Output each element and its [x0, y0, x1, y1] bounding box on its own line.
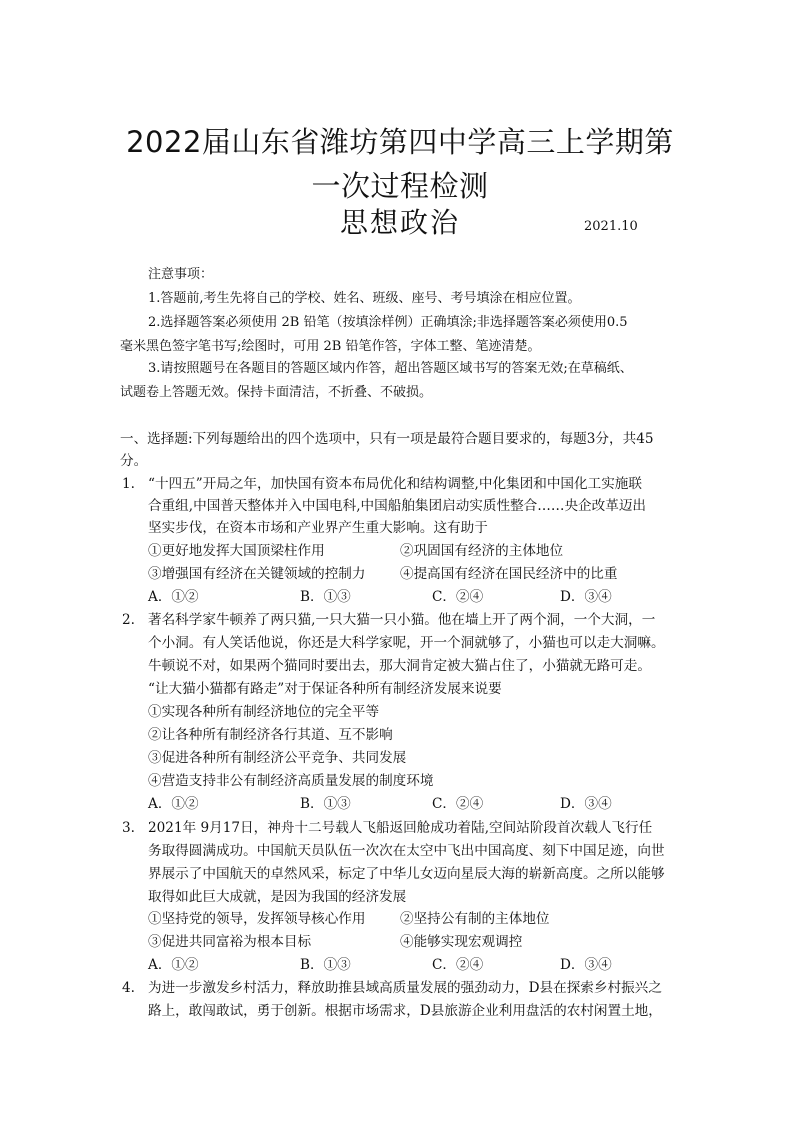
question-stem-line: 著名科学家牛顿养了两只猫,一只大猫一只小猫。他在墙上开了两个洞，一个大洞，一 [148, 612, 656, 628]
section-heading-cont: 分。 [120, 453, 148, 469]
question-number: 1. [122, 476, 135, 492]
statement-item: ①更好地发挥大国顶梁柱作用 [148, 543, 325, 559]
notice-line: 试题卷上答题无效。保持卡面清洁，不折叠、不破损。 [120, 385, 433, 400]
option-b[interactable]: B．①③ [300, 589, 351, 605]
statement-item: ②坚持公有制的主体地位 [400, 911, 550, 927]
question-stem-line: 牛顿说不对，如果两个猫同时要出去，那大洞肯定被大猫占住了，小猫就无路可走。 [148, 658, 651, 674]
notice-line: 2.选择题答案必须使用 2B 铅笔（按填涂样例）正确填涂;非选择题答案必须使用0.5 [148, 315, 628, 330]
question-stem-line: 2021年 9月17日，神舟十二号载人飞船返回舱成功着陆,空间站阶段首次载人飞行任 [148, 820, 653, 836]
statement-item: ④能够实现宏观调控 [400, 934, 523, 950]
question-number: 3. [122, 820, 135, 836]
question-stem-line: 合重组,中国普天整体并入中国电科,中国船舶集团启动实质性整合……央企改革迈出 [148, 498, 647, 514]
option-d[interactable]: D．③④ [560, 589, 612, 605]
option-a[interactable]: A．①② [148, 589, 199, 605]
statement-item: ①实现各种所有制经济地位的完全平等 [148, 704, 380, 720]
option-b[interactable]: B．①③ [300, 957, 351, 973]
statement-item: ③增强国有经济在关键领域的控制力 [148, 566, 366, 582]
option-c[interactable]: C．②④ [432, 589, 484, 605]
section-heading: 一、选择题:下列每题给出的四个选项中，只有一项是最符合题目要求的，每题3分，共45 [120, 431, 654, 447]
option-a[interactable]: A．①② [148, 957, 199, 973]
question-stem-line: 取得如此巨大成就，是因为我国的经济发展 [148, 889, 407, 905]
notice-line: 1.答题前,考生先将自己的学校、姓名、班级、座号、考号填涂在相应位置。 [148, 291, 581, 306]
statement-item: ③促进各种所有制经济公平竞争、共同发展 [148, 750, 407, 766]
statement-item: ①坚持党的领导，发挥领导核心作用 [148, 911, 366, 927]
option-c[interactable]: C．②④ [432, 796, 484, 812]
question-number: 4. [122, 980, 135, 996]
question-stem-line: 界展示了中国航天的卓然风采，标定了中华儿女迈向星辰大海的崭新高度。之所以能够 [148, 866, 665, 882]
exam-title-line-1: 2022届山东省潍坊第四中学高三上学期第 [126, 125, 674, 159]
option-d[interactable]: D．③④ [560, 796, 612, 812]
notice-line: 毫米黑色签字笔书写;绘图时，可用 2B 铅笔作答，字体工整、笔迹清楚。 [120, 339, 541, 354]
question-stem-line: 务取得圆满成功。中国航天员队伍一次次在太空中飞出中国高度、刻下中国足迹，向世 [148, 843, 665, 859]
notice-line: 3.请按照题号在各题目的答题区域内作答，超出答题区域书写的答案无效;在草稿纸、 [148, 361, 633, 376]
statement-item: ④营造支持非公有制经济高质量发展的制度环境 [148, 773, 434, 789]
question-stem-line: “让大猫小猫都有路走”对于保证各种所有制经济发展来说要 [148, 681, 502, 697]
statement-item: ②让各种所有制经济各行其道、互不影响 [148, 727, 393, 743]
option-b[interactable]: B．①③ [300, 796, 351, 812]
question-stem-line: 坚实步伐，在资本市场和产业界产生重大影响。这有助于 [148, 520, 488, 536]
option-c[interactable]: C．②④ [432, 957, 484, 973]
question-number: 2. [122, 612, 135, 628]
option-a[interactable]: A．①② [148, 796, 199, 812]
option-d[interactable]: D．③④ [560, 957, 612, 973]
question-stem-line: 个小洞。有人笑话他说，你还是大科学家呢，开一个洞就够了，小猫也可以走大洞嘛。 [148, 635, 665, 651]
statement-item: ③促进共同富裕为根本目标 [148, 934, 312, 950]
subject-title: 思想政治 [340, 206, 461, 239]
exam-title-line-2: 一次过程检测 [311, 169, 489, 203]
statement-item: ②巩固国有经济的主体地位 [400, 543, 564, 559]
question-stem-line: 路上，敢闯敢试，勇于创新。根据市场需求，D县旅游企业利用盘活的农村闲置土地， [148, 1003, 662, 1019]
question-stem-line: “十四五”开局之年，加快国有资本布局优化和结构调整,中化集团和中国化工实施联 [148, 476, 642, 492]
exam-date: 2021.10 [584, 219, 638, 234]
statement-item: ④提高国有经济在国民经济中的比重 [400, 566, 618, 582]
notice-heading: 注意事项： [148, 267, 214, 282]
question-stem-line: 为进一步激发乡村活力，释放助推县域高质量发展的强劲动力，D县在探索乡村振兴之 [148, 980, 662, 996]
